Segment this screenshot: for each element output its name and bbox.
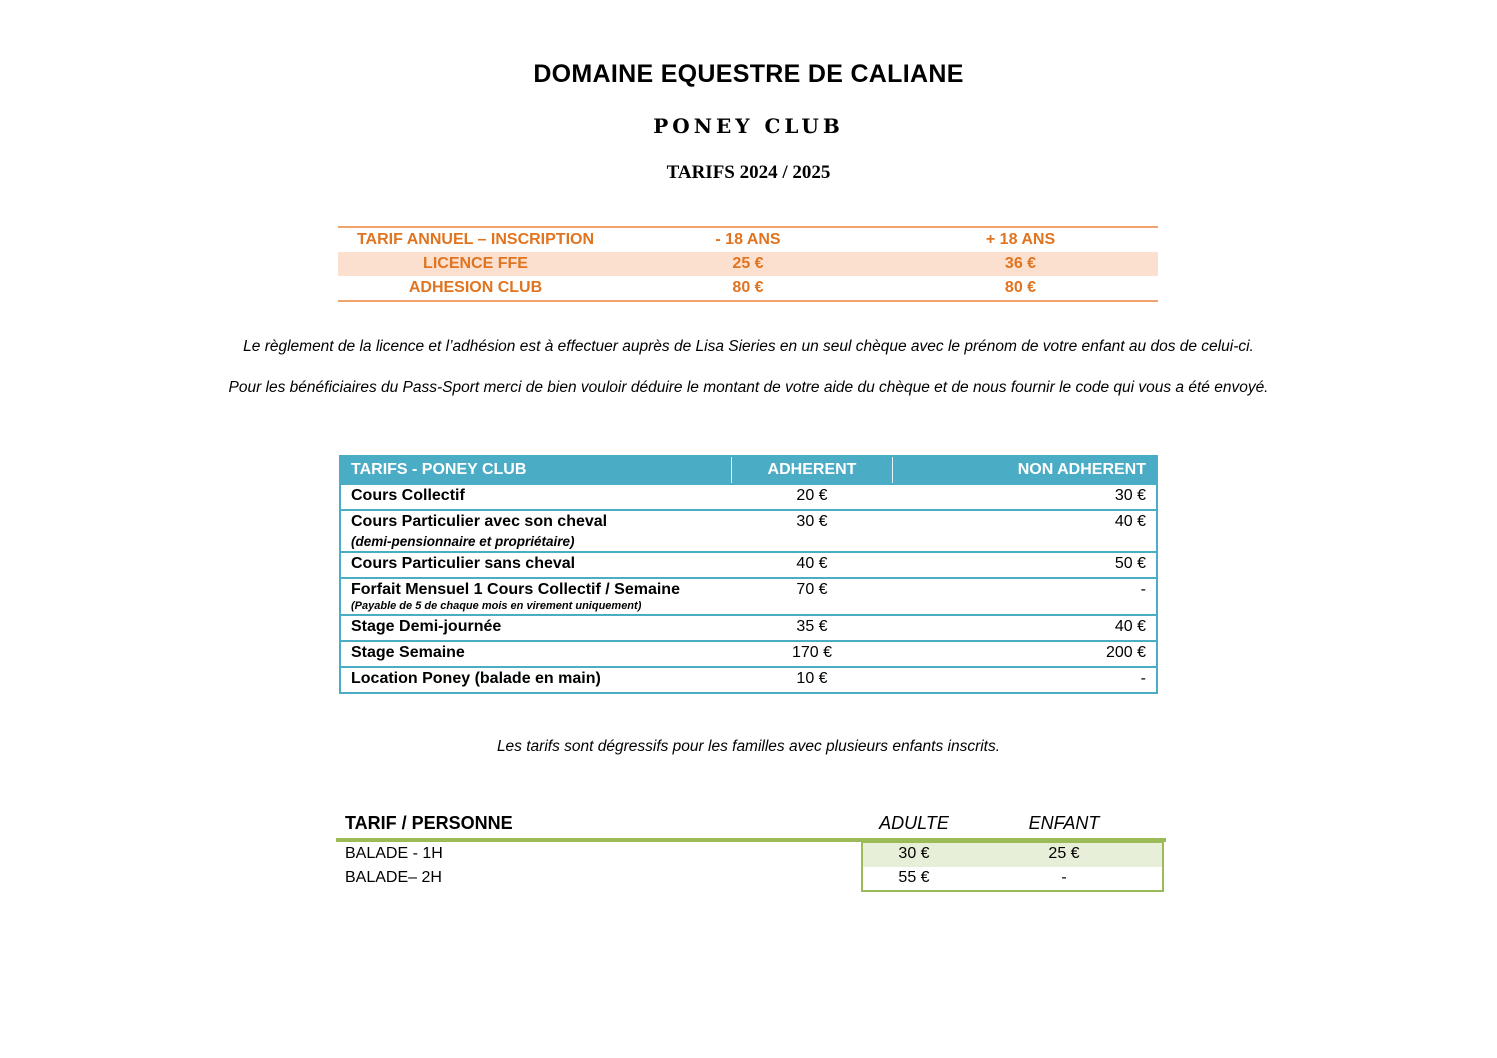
payment-note: Le règlement de la licence et l’adhésion est à effectuer auprès de Lisa Sieries en un seul chèque avec le prénom de votre enfant au dos de celui-ci.	[243, 338, 1254, 355]
row-sublabel: (demi-pensionnaire et propriétaire)	[351, 534, 575, 549]
club-subtitle: PONEY CLUB	[653, 114, 844, 138]
cell-value: -	[893, 578, 1158, 615]
cell-value: 30 €	[732, 510, 893, 552]
table-header-row	[340, 456, 1157, 484]
cell-value: 80 €	[1004, 279, 1037, 296]
cell-value: 80 €	[732, 279, 764, 296]
cell-value: -	[893, 667, 1158, 693]
cell-value: 40 €	[893, 510, 1158, 552]
annual-header-over-18: + 18 ANS	[985, 231, 1056, 248]
cell-value: 20 €	[732, 484, 893, 510]
club-header-label: TARIFS - PONEY CLUB	[340, 456, 732, 484]
table-row	[340, 578, 1157, 615]
row-label: BALADE– 2H	[345, 869, 442, 886]
ride-header-child: ENFANT	[1028, 813, 1100, 833]
table-row	[340, 615, 1157, 641]
cell-value: 30 €	[893, 484, 1158, 510]
cell-value: 36 €	[883, 252, 1158, 276]
page-title: DOMAINE EQUESTRE DE CALIANE	[533, 60, 964, 88]
ride-header-label: TARIF / PERSONNE	[345, 813, 513, 833]
table-row	[340, 484, 1157, 510]
annual-fees-table	[338, 226, 1158, 302]
cell-value: 50 €	[893, 552, 1158, 578]
table-row	[340, 510, 1157, 552]
club-header-adherent: ADHERENT	[732, 456, 893, 484]
cell-value: 35 €	[732, 615, 893, 641]
table-row	[336, 866, 1166, 890]
season-heading: TARIFS 2024 / 2025	[666, 162, 831, 183]
row-label: Cours Particulier sans cheval	[351, 555, 576, 572]
row-label: Cours Particulier avec son cheval	[351, 513, 608, 530]
ride-header-adult: ADULTE	[879, 813, 949, 833]
ride-table-header	[336, 810, 1166, 842]
cell-value: -	[1061, 869, 1067, 886]
row-label: Forfait Mensuel 1 Cours Collectif / Semaine	[351, 581, 680, 598]
cell-value: 25 €	[613, 252, 883, 276]
table-row	[338, 252, 1158, 276]
row-label: Cours Collectif	[351, 487, 465, 504]
club-header-non-adherent: NON ADHERENT	[893, 456, 1158, 484]
cell-value: 10 €	[732, 667, 893, 693]
cell-value: 170 €	[732, 641, 893, 667]
row-label: Stage Semaine	[351, 644, 465, 661]
cell-value: 200 €	[893, 641, 1158, 667]
cell-value: 70 €	[732, 578, 893, 615]
poney-club-fees-table	[339, 455, 1158, 694]
cell-value: 30 €	[898, 845, 930, 862]
row-sublabel: (Payable de 5 de chaque mois en virement uniquement)	[351, 600, 642, 612]
cell-value: 40 €	[732, 552, 893, 578]
table-row	[336, 842, 1166, 866]
row-label: Stage Demi-journée	[351, 618, 502, 635]
cell-value: 55 €	[898, 869, 930, 886]
table-row	[340, 667, 1157, 693]
row-label: BALADE - 1H	[345, 845, 443, 862]
row-label: LICENCE FFE	[338, 252, 613, 276]
annual-header-under-18: - 18 ANS	[715, 231, 781, 248]
family-discount-note: Les tarifs sont dégressifs pour les familles avec plusieurs enfants inscrits.	[496, 738, 1001, 755]
annual-header-label: TARIF ANNUEL – INSCRIPTION	[356, 231, 595, 248]
cell-value: 40 €	[893, 615, 1158, 641]
table-row	[340, 641, 1157, 667]
row-label: ADHESION CLUB	[408, 279, 543, 296]
table-header-row	[338, 227, 1158, 252]
cell-value: 25 €	[1048, 845, 1080, 862]
row-label: Location Poney (balade en main)	[351, 670, 601, 687]
pass-sport-note: Pour les bénéficiaires du Pass-Sport merci de bien vouloir déduire le montant de votre aide du chèque et de nous fournir le code qui vous a été envoyé.	[228, 379, 1269, 396]
table-row	[340, 552, 1157, 578]
table-row	[338, 276, 1158, 301]
